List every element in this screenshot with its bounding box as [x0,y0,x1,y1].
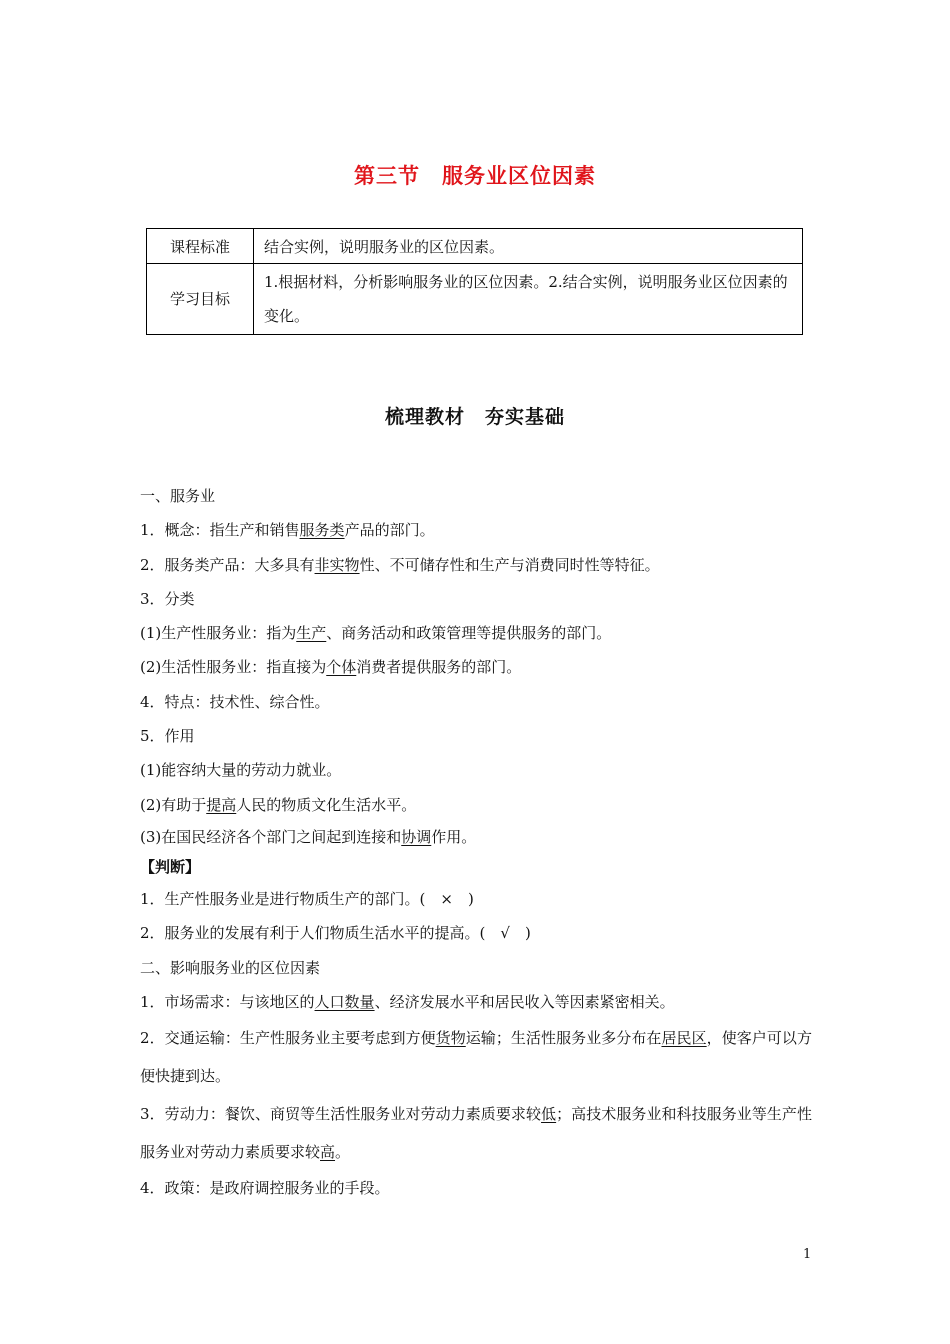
document-body [140,479,812,1205]
paragraph-producer-services: (1)生产性服务业：指为生产、商务活动和政策管理等提供服务的部门。 [140,624,612,643]
curriculum-standard-value: 结合实例，说明服务业的区位因素。 [254,229,803,264]
answer-blank: 低 [541,1105,557,1124]
answer-blank: 服务类 [299,521,345,540]
answer-blank: 生产 [296,624,327,643]
paragraph-function-3: (3)在国民经济各个部门之间起到连接和协调作用。 [140,827,477,846]
heading-location-factors: 二、影响服务业的区位因素 [140,958,321,977]
paragraph-policy: 4．政策：是政府调控服务业的手段。 [140,1179,390,1198]
section-title: 梳理教材 夯实基础 [384,406,565,428]
page-number: 1 [803,1247,812,1262]
learning-goals-label: 学习目标 [147,264,254,335]
table-row [147,264,803,335]
learning-goals-value: 1.根据材料，分析影响服务业的区位因素。2.结合实例，说明服务业区位因素的变化。 [254,264,803,335]
judge-label: 【判断】 [140,857,201,876]
paragraph-market-demand: 1．市场需求：与该地区的人口数量、经济发展水平和居民收入等因素紧密相关。 [140,992,675,1011]
paragraph-functions: 5．作用 [140,727,195,746]
paragraph-concept: 1．概念：指生产和销售服务类产品的部门。 [140,521,435,540]
answer-blank: 个体 [326,658,357,677]
answer-blank: 居民区 [661,1029,707,1048]
paragraph-consumer-services: (2)生活性服务业：指直接为个体消费者提供服务的部门。 [140,658,522,677]
judge-item-2: 2．服务业的发展有利于人们物质生活水平的提高。( √ ) [140,924,531,943]
answer-blank: 提高 [206,795,237,814]
paragraph-classification: 3．分类 [140,589,195,608]
document-title: 第三节 服务业区位因素 [354,164,596,188]
answer-blank: 协调 [401,827,432,846]
paragraph-function-1: (1)能容纳大量的劳动力就业。 [140,761,342,780]
answer-blank: 高 [320,1143,336,1162]
heading-services: 一、服务业 [140,487,216,505]
answer-blank: 人口数量 [314,992,375,1011]
paragraph-features: 4．特点：技术性、综合性。 [140,692,330,711]
answer-blank: 非实物 [314,555,360,574]
table-row [147,229,803,264]
paragraph-labor: 3．劳动力：餐饮、商贸等生活性服务业对劳动力素质要求较低；高技术服务业和科技服务业等生产性服务业对劳动力素质要求较高。 [140,1105,812,1162]
judge-item-1: 1．生产性服务业是进行物质生产的部门。( × ) [140,889,474,908]
paragraph-function-2: (2)有助于提高人民的物质文化生活水平。 [140,795,417,814]
paragraph-transport: 2．交通运输：生产性服务业主要考虑到方便货物运输；生活性服务业多分布在居民区，使客户可以方便快捷到达。 [140,1029,812,1086]
course-info-table [146,228,803,335]
curriculum-standard-label: 课程标准 [147,229,254,264]
answer-blank: 货物 [435,1029,466,1048]
paragraph-products: 2．服务类产品：大多具有非实物性、不可储存性和生产与消费同时性等特征。 [140,555,660,574]
